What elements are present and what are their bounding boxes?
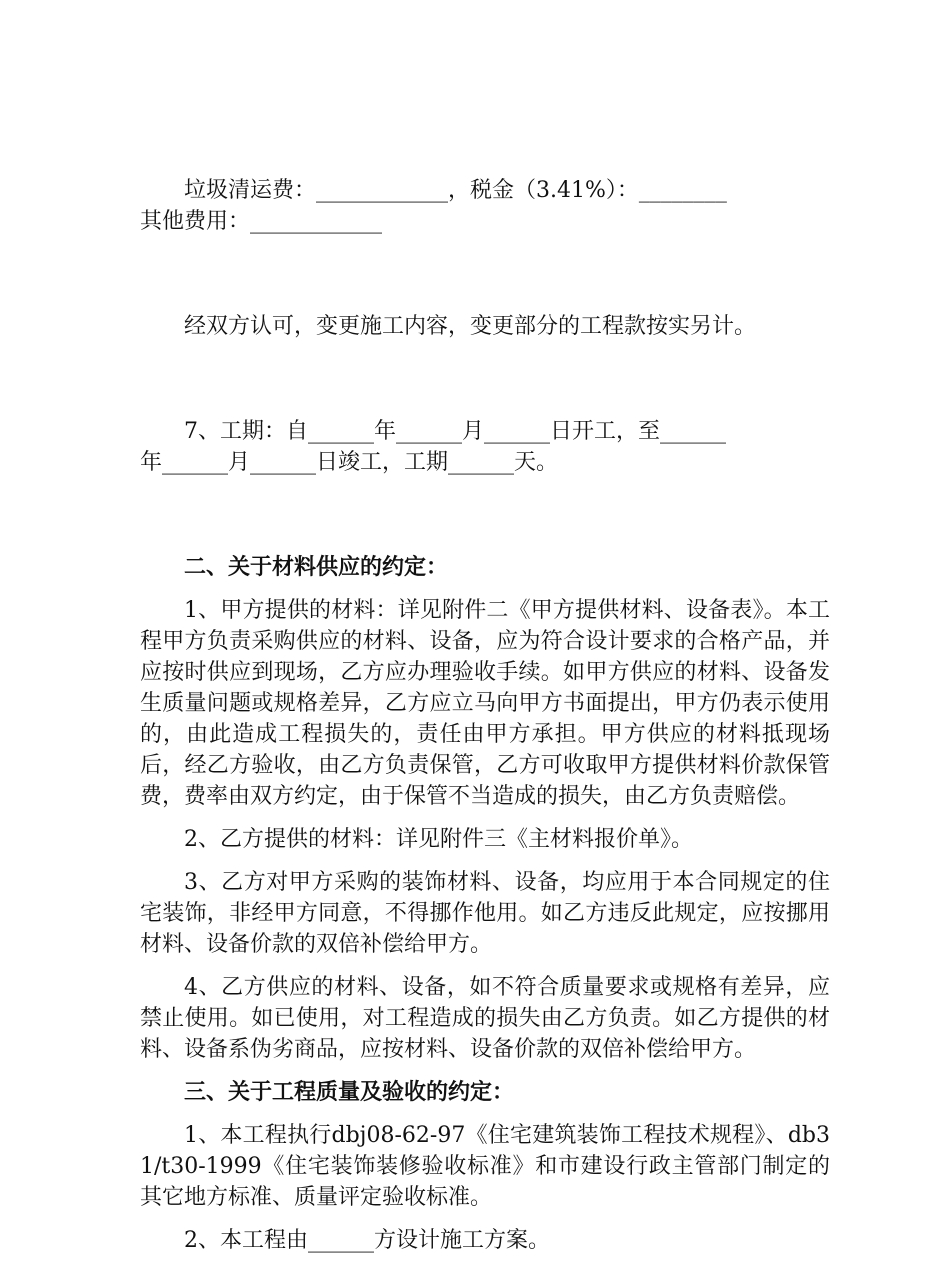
fees-line-2: 其他费用：____________ — [140, 209, 383, 234]
fees-line-1: 垃圾清运费：____________，税金（3.41%）：________ — [184, 178, 727, 203]
term-line-1: 7、工期：自______年______月______日开工，至______ — [184, 419, 726, 444]
section-2-heading: 二、关于材料供应的约定： — [184, 554, 449, 580]
term-line-2: 年______月______日竣工，工期______天。 — [140, 450, 559, 475]
term-paragraph — [140, 354, 830, 540]
section-3-item-2: 2、本工程由______方设计施工方案。 — [184, 1228, 550, 1253]
section-2-item-4: 4、乙方供应的材料、设备，如不符合质量要求或规格有差异，应禁止使用。如已使用，对工程造成的损失由乙方负责。如乙方提供的材料、设备系伪劣商品，应按材料、设备价款的双倍补偿给甲方。 — [140, 975, 830, 1062]
document-body — [140, 113, 830, 1268]
section-2-item-2: 2、乙方提供的材料：详见附件三《主材料报价单》。 — [184, 827, 693, 852]
section-2-item-3: 3、乙方对甲方采购的装饰材料、设备，均应用于本合同规定的住宅装饰，非经甲方同意，不得挪作他用。如乙方违反此规定，应按挪用材料、设备价款的双倍补偿给甲方。 — [140, 870, 830, 957]
section-3-heading: 三、关于工程质量及验收的约定： — [184, 1079, 515, 1105]
section-2-item-1: 1、甲方提供的材料：详见附件二《甲方提供材料、设备表》。本工程甲方负责采购供应的材料、设备，应为符合设计要求的合格产品，并应按时供应到现场，乙方应办理验收手续。如甲方供应的材料、设备发生质量问题或规格差异，乙方应立马向甲方书面提出，甲方仍表示使用的，由此造成工程损失的，责任由甲方承担。甲方供应的材料抵现场后，经乙方验收，由乙方负责保管，乙方可收取甲方提供材料价款保管费，费率由双方约定，由于保管不当造成的损失，由乙方负责赔偿。 — [140, 598, 830, 809]
fees-paragraph — [140, 113, 830, 299]
change-note-paragraph: 经双方认可，变更施工内容，变更部分的工程款按实另计。 — [184, 314, 757, 339]
section-3-item-1: 1、本工程执行dbj08-62-97《住宅建筑装饰工程技术规程》、db31/t30-1999《住宅装饰装修验收标准》和市建设行政主管部门制定的其它地方标准、质量评定验收标准。 — [140, 1123, 830, 1210]
